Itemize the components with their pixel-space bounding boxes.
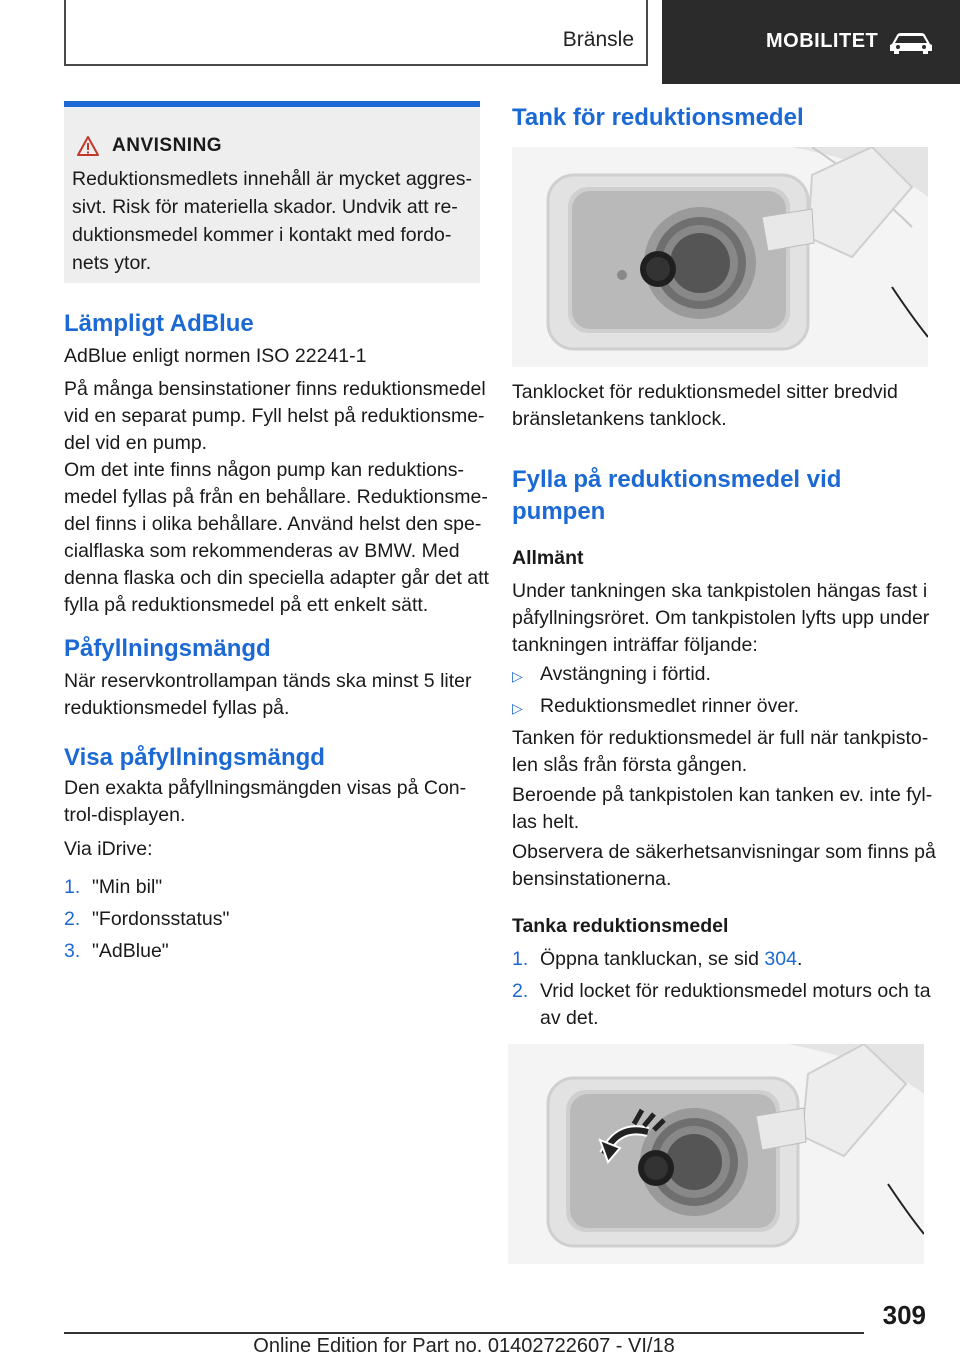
paragraph-norm: AdBlue enligt normen ISO 22241-1	[64, 345, 367, 367]
bullet-text: Reduktionsmedlet rinner över.	[540, 695, 800, 717]
notice-title: ANVISNING	[112, 135, 223, 156]
notice-text	[72, 165, 472, 277]
section-label: Bränsle	[562, 28, 634, 51]
text-line: Vrid locket för reduktionsmedel moturs och ta	[540, 980, 931, 1002]
paragraph-no-pump	[64, 457, 489, 619]
text-line: reduktionsmedel fyllas på.	[64, 697, 290, 719]
step-text: "Fordonsstatus"	[92, 908, 230, 930]
step-number: 2.	[64, 908, 81, 930]
text-line: bränsletankens tanklock.	[512, 408, 727, 430]
text-line: fylla på reduktionsmedel på ett enkelt sätt.	[64, 594, 429, 616]
paragraph-show	[64, 775, 466, 829]
heading-fill-at-pump	[512, 464, 841, 528]
step-number: 1.	[64, 876, 81, 898]
page-link[interactable]: 304	[764, 948, 797, 970]
text-line: Tanklocket för reduktionsmedel sitter bredvid	[512, 381, 898, 403]
open-cap-illustration	[508, 1044, 924, 1264]
text-line: Observera de säkerhetsanvisningar som finns på	[512, 841, 936, 863]
text-line: medel fyllas på från en behållare. Reduktionsme-	[64, 486, 488, 508]
heading-tank: Tank för reduktionsmedel	[512, 104, 804, 131]
car-icon	[888, 30, 934, 56]
tank-cap-illustration	[512, 147, 928, 367]
text-line: denna flaska och din speciella adapter går det att	[64, 567, 489, 589]
paragraph-depends	[512, 782, 932, 836]
open-cap-photo	[508, 1044, 924, 1264]
subheading-general: Allmänt	[512, 547, 584, 569]
text-line: del vid en pump.	[64, 432, 208, 454]
photo-caption	[512, 379, 898, 433]
step-text-post: .	[796, 948, 803, 970]
text-line: Tanken för reduktionsmedel är full när tankpisto-	[512, 727, 929, 749]
text-line: vid en separat pump. Fyll helst på reduktionsme-	[64, 405, 485, 427]
paragraph-general	[512, 578, 929, 659]
notice-line: duktionsmedel kommer i kontakt med fordo-	[72, 224, 452, 246]
text-line: Den exakta påfyllningsmängden visas på Con-	[64, 777, 467, 799]
step-text: "AdBlue"	[92, 940, 169, 962]
notice-line: sivt. Risk för materiella skador. Undvik att re-	[72, 196, 458, 218]
notice-line: nets ytor.	[72, 252, 152, 274]
heading-line: pumpen	[512, 498, 606, 525]
bullet-text: Avstängning i förtid.	[540, 663, 711, 685]
heading-line: Fylla på reduktionsmedel vid	[512, 466, 842, 493]
text-line: cialflaska som rekommenderas av BMW. Med	[64, 540, 460, 562]
text-line: len slås från första gången.	[512, 754, 748, 776]
step-number: 2.	[512, 980, 529, 1002]
text-line: bensinstationerna.	[512, 868, 672, 890]
chapter-tab[interactable]	[662, 0, 960, 84]
heading-show-amount: Visa påfyllningsmängd	[64, 744, 325, 771]
paragraph-amount	[64, 668, 472, 722]
text-line: av det.	[540, 1007, 599, 1029]
text-line: trol-displayen.	[64, 804, 186, 826]
text-line: del finns i olika behållare. Använd helst den spe-	[64, 513, 482, 535]
step-text-pre: Öppna tankluckan, se sid	[540, 948, 765, 970]
heading-fill-amount: Påfyllningsmängd	[64, 635, 271, 662]
text-line: påfyllningsröret. Om tankpistolen lyfts upp under	[512, 607, 930, 629]
triangle-bullet-icon: ▷	[512, 668, 523, 684]
step-number: 3.	[64, 940, 81, 962]
step-text	[540, 946, 802, 973]
footer-divider	[64, 1332, 864, 1334]
step-text: "Min bil"	[92, 876, 163, 898]
text-line: tankningen inträffar följande:	[512, 634, 758, 656]
step-number: 1.	[512, 948, 529, 970]
notice-box	[64, 101, 480, 283]
paragraph-via: Via iDrive:	[64, 838, 153, 860]
paragraph-stations	[64, 376, 486, 457]
tank-cap-photo	[512, 147, 928, 367]
paragraph-full	[512, 725, 928, 779]
text-line: Beroende på tankpistolen kan tanken ev. inte fyl-	[512, 784, 933, 806]
header-frame	[64, 0, 648, 66]
text-line: Under tankningen ska tankpistolen hängas fast i	[512, 580, 928, 602]
subheading-refuel: Tanka reduktionsmedel	[512, 915, 729, 937]
warning-icon	[76, 135, 100, 157]
notice-line: Reduktionsmedlets innehåll är mycket aggres-	[72, 168, 472, 190]
text-line: las helt.	[512, 811, 580, 833]
chapter-label: MOBILITET	[766, 30, 879, 52]
page-number: 309	[882, 1300, 926, 1330]
text-line: På många bensinstationer finns reduktionsmedel	[64, 378, 486, 400]
heading-suitable-adblue: Lämpligt AdBlue	[64, 310, 254, 337]
text-line: När reservkontrollampan tänds ska minst 5 liter	[64, 670, 472, 692]
paragraph-observe	[512, 839, 936, 893]
step-text	[540, 978, 931, 1032]
triangle-bullet-icon: ▷	[512, 700, 523, 716]
footer-edition: Online Edition for Part no. 01402722607 - VI/18	[253, 1335, 675, 1357]
text-line: Om det inte finns någon pump kan reduktions-	[64, 459, 464, 481]
